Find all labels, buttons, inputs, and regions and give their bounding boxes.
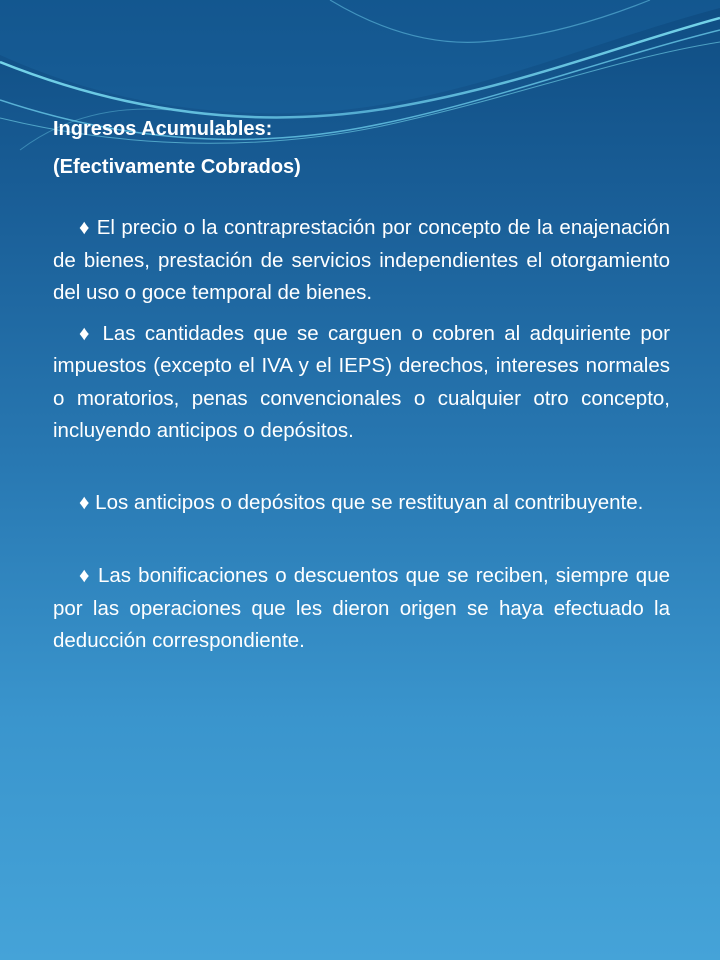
diamond-bullet-icon: ♦ — [79, 564, 91, 587]
diamond-bullet-icon: ♦ — [79, 490, 90, 514]
slide-content — [53, 112, 670, 658]
paragraph-anticipos — [53, 487, 670, 520]
slide-title: Ingresos Acumulables: — [53, 118, 273, 140]
paragraph-precio — [53, 212, 670, 310]
paragraph-bonificaciones — [53, 560, 670, 658]
diamond-bullet-icon: ♦ — [79, 321, 94, 345]
paragraph-text: Las cantidades que se carguen o cobren al adquiriente por impuestos (excepto el IVA y el IEPS) derechos, intereses normales o moratorios, penas convencionales o cualquier otro concepto, incluyendo anticipos o depósitos. — [53, 321, 670, 442]
paragraph-cantidades — [53, 318, 670, 448]
paragraph-text: Las bonificaciones o descuentos que se reciben, siempre que por las operaciones que les dieron origen se haya efectuado la deducción correspondiente. — [53, 564, 670, 652]
diamond-bullet-icon: ♦ — [79, 216, 91, 239]
paragraph-text: Los anticipos o depósitos que se restituyan al contribuyente. — [95, 490, 644, 514]
paragraph-text: El precio o la contraprestación por concepto de la enajenación de bienes, prestación de servicios independientes el otorgamiento del uso o goce temporal de bienes. — [53, 216, 670, 304]
slide-subtitle: (Efectivamente Cobrados) — [53, 156, 301, 178]
